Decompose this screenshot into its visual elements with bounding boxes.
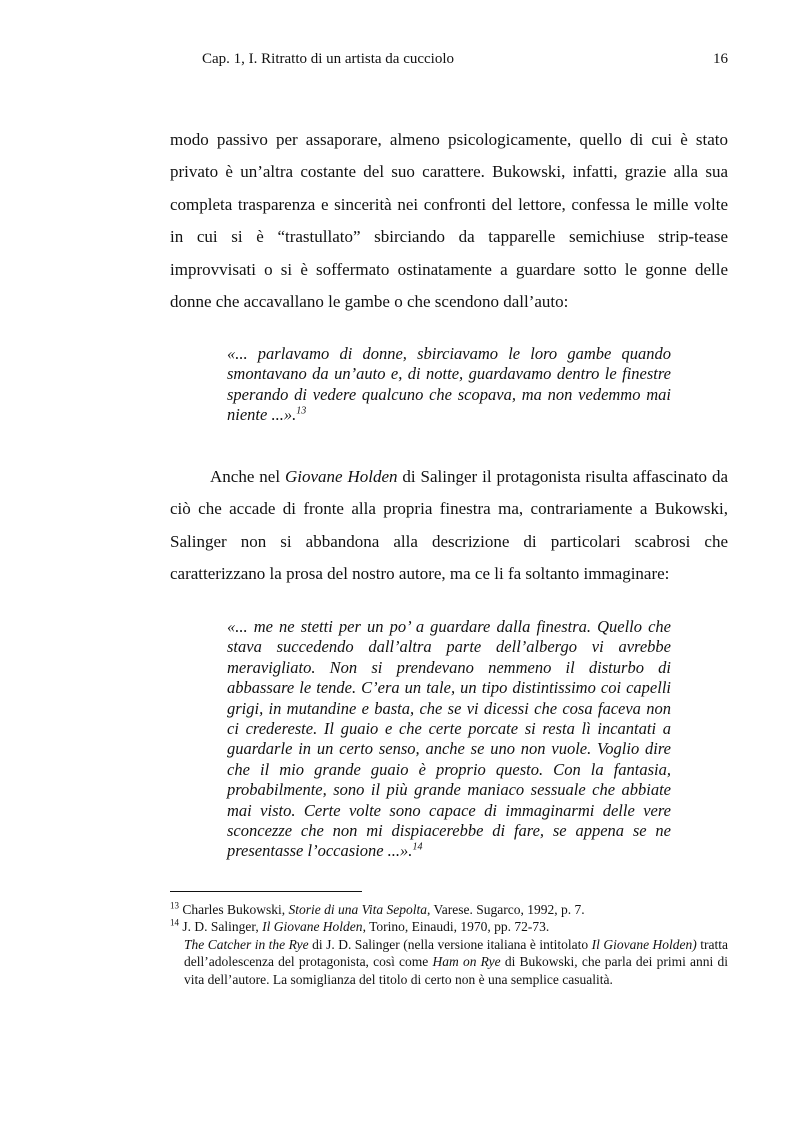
footnote-14-publication: , Torino, Einaudi, 1970, pp. 72-73. — [362, 919, 550, 935]
book-title-giovane-holden: Giovane Holden — [284, 467, 398, 486]
footnote-14-author: J. D. Salinger, — [179, 919, 263, 935]
title-catcher-in-the-rye: The Catcher in the Rye — [184, 936, 309, 952]
footnote-separator — [170, 891, 362, 892]
running-header — [202, 48, 728, 70]
comment-part-1: di J. D. Salinger (nella versione italiana è intitolato — [308, 936, 592, 952]
block-quote-1 — [227, 344, 671, 426]
comment-part-2: tratta dell’adolescenza del protagonista, così come — [184, 936, 729, 970]
footnote-14-comment — [184, 936, 728, 988]
quote-2-text: «... me ne stetti per un po’ a guardare dalla finestra. Quello che stava succedendo dall’altra parte dell’albergo vi avrebbe meravigliato. Non si prendevano nemmeno il disturbo di abbassare le tende. C’era un tale, un tipo distintissimo coi capelli grigi, in mutandine e basta, che se vi dicessi che cosa faceva non ci credereste. Il guaio e che certe porcate si resta lì incantati a guardarle in un certo senso, anche se uno non vuole. Voglio dire che il mio grande guaio è proprio questo. Con la fantasia, probabilmente, sono il più grande maniaco sessuale che abbiate mai visto. Certe volte sono capace di immaginarmi delle vere sconcezze che non mi dispiacerebbe di fare, se appena se ne presentasse l’occasione ...». — [227, 617, 671, 861]
block-quote-2 — [227, 617, 671, 862]
comment-part-3: di Bukowski, che parla dei primi anni di vita dell’autore. La somiglianza del titolo di certo non è una semplice casualità. — [184, 954, 728, 987]
footnote-13-author: Charles Bukowski, — [179, 902, 289, 917]
footnote-14 — [170, 918, 728, 935]
paragraph-2-rest: di Salinger il protagonista risulta affascinato da ciò che accade di fronte alla propria finestra ma, contrariamente a Bukowski, Salinger non si abbandona alla descrizione di particolari scabrosi che caratterizzano la prosa del nostro autore, ma ce li fa soltanto immaginare: — [170, 467, 728, 584]
quote-1-text: «... parlavamo di donne, sbirciavamo le loro gambe quando smontavano da un’auto e, di notte, guardavamo dentro le finestre sperando di vedere qualcuno che scopava, ma non vedemmo mai niente ...». — [227, 344, 671, 425]
footnote-13-title: Storie di una Vita Sepolta — [288, 902, 427, 917]
footnote-14-title: Il Giovane Holden — [262, 919, 363, 935]
footnote-ref-14[interactable]: 14 — [412, 841, 423, 853]
footnotes — [170, 901, 728, 988]
title-il-giovane-holden: Il Giovane Holden) — [591, 936, 697, 952]
chapter-title: Cap. 1, I. Ritratto di un artista da cucciolo — [202, 51, 455, 67]
body-paragraph-2 — [170, 461, 728, 591]
page-number: 16 — [713, 51, 728, 67]
footnote-14-number: 14 — [170, 917, 179, 928]
paragraph-2-start: Anche nel — [210, 467, 285, 486]
body-paragraph-1: modo passivo per assaporare, almeno psicologicamente, quello di cui è stato privato è un’altra costante del suo carattere. Bukowski, infatti, grazie alla sua completa trasparenza e sincerità nei confronti del lettore, confessa le mille volte in cui si è “trastullato” sbirciando da tapparelle semichiuse strip-tease improvvisati o si è soffermato ostinatamente a guardare sotto le gonne delle donne che accavallano le gambe o che scendono dall’auto: — [170, 130, 728, 312]
footnote-ref-13[interactable]: 13 — [296, 405, 307, 417]
footnote-13-publication: , Varese. Sugarco, 1992, p. 7. — [427, 902, 585, 917]
footnote-13-number: 13 — [170, 900, 179, 911]
title-ham-on-rye: Ham on Rye — [432, 954, 501, 970]
footnote-13 — [170, 901, 728, 918]
